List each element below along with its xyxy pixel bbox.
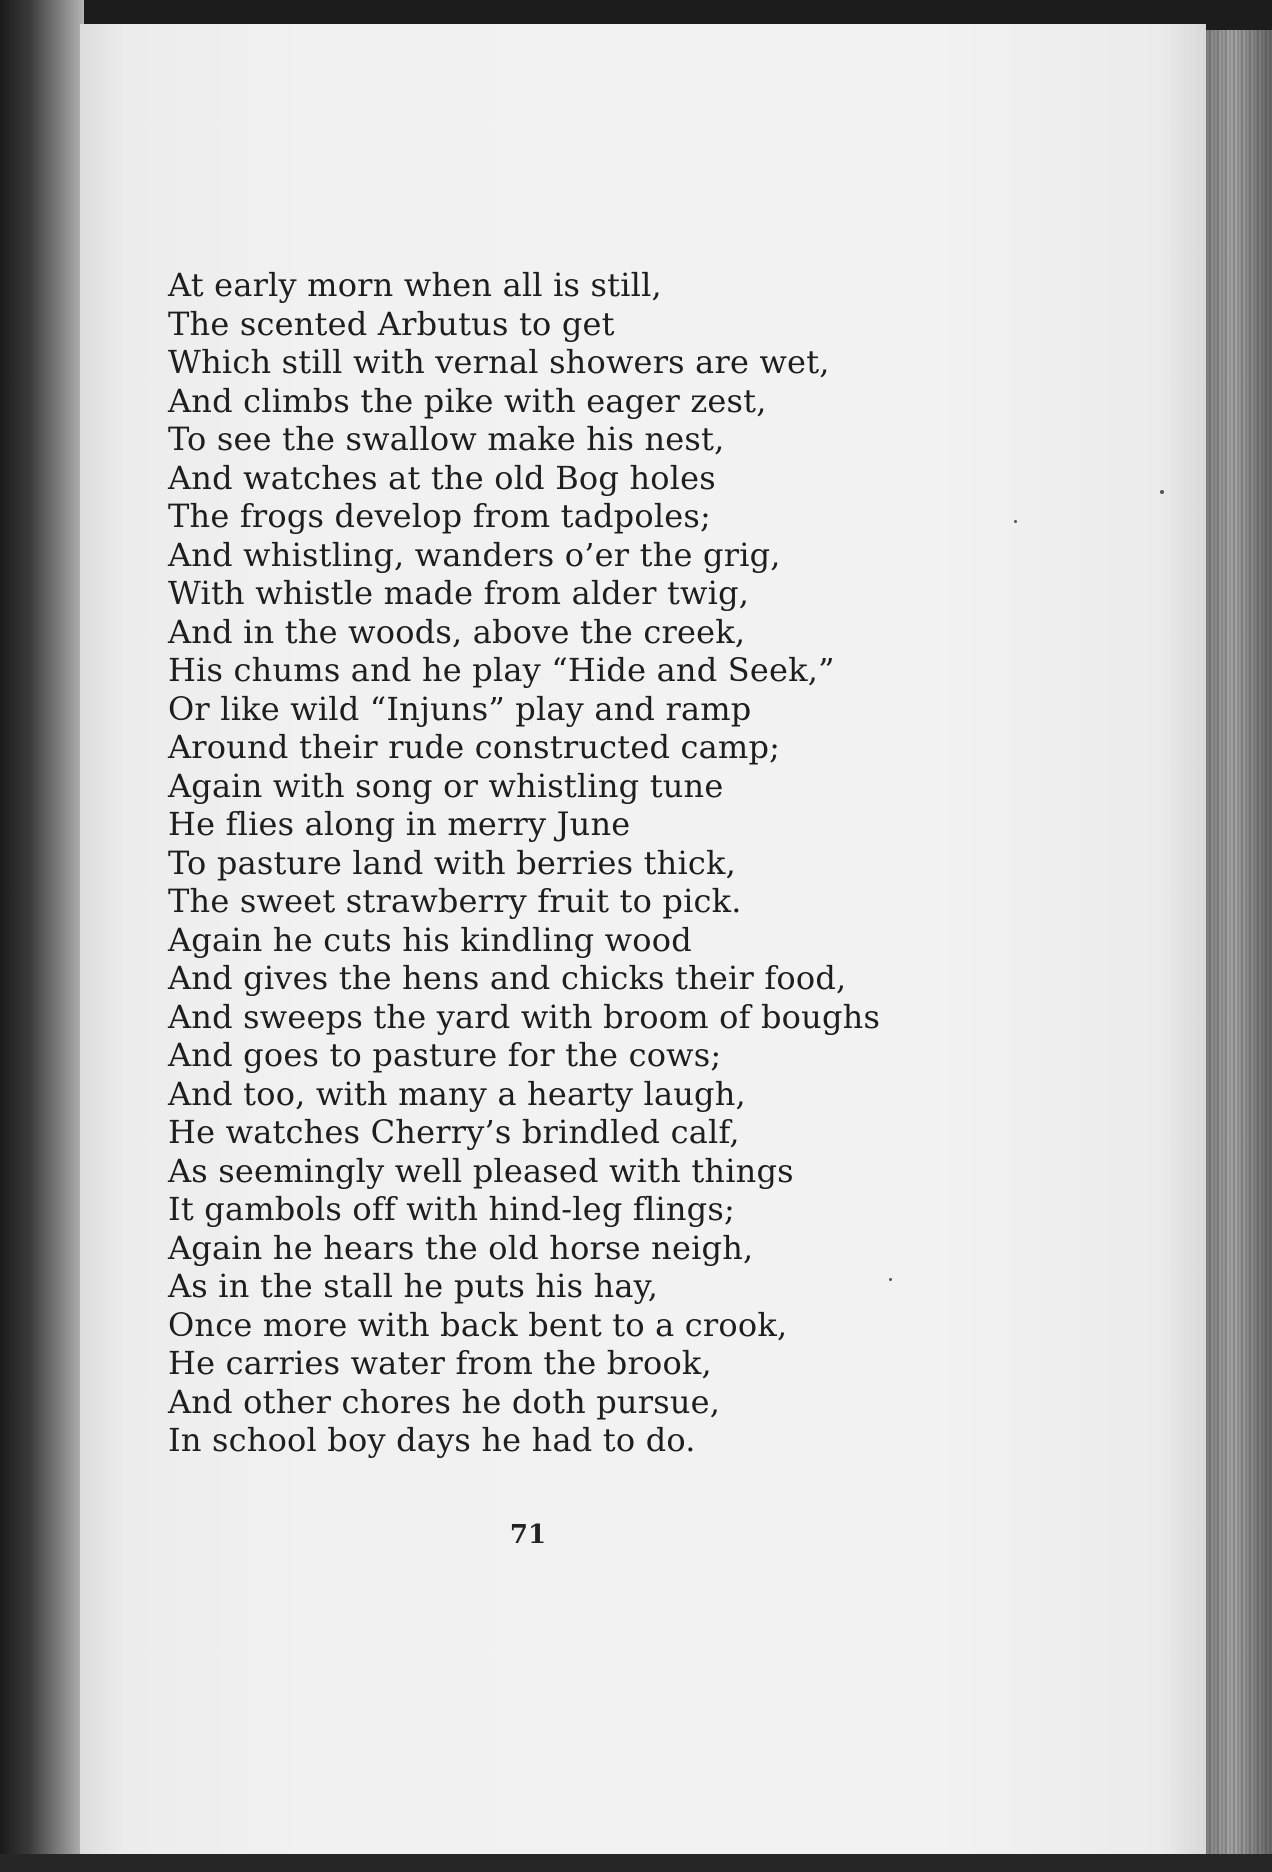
poem-line: Again with song or whistling tune [168,766,724,805]
poem-line: To pasture land with berries thick, [168,843,736,882]
poem-line: And gives the hens and chicks their food, [168,959,847,997]
poem-line: And other chores he doth pursue, [168,1382,721,1421]
poem-line: He watches Cherry’s brindled calf, [168,1113,740,1151]
poem-line: Once more with back bent to a crook, [168,1305,788,1344]
book-bottom-edge [0,1854,1272,1872]
poem-line: In school boy days he had to do. [168,1421,696,1459]
poem-line: The sweet strawberry fruit to pick. [168,882,742,920]
poem-line: His chums and he play “Hide and Seek,” [168,651,835,689]
poem-line: Which still with vernal showers are wet, [168,343,830,381]
poem-line: At early morn when all is still, [168,266,662,304]
ink-speck [1014,520,1017,523]
poem-line: And whistling, wanders o’er the grig, [168,535,781,574]
book-left-edge [0,0,84,1872]
poem-line: As seemingly well pleased with things [168,1151,794,1190]
poem-line: And watches at the old Bog holes [168,458,716,497]
poem-line: As in the stall he puts his hay, [168,1267,659,1305]
poem-line: And in the woods, above the creek, [168,612,746,651]
page-stack-shading [1206,30,1272,1872]
poem-line: He carries water from the brook, [168,1344,712,1382]
poem-line: And climbs the pike with eager zest, [168,381,767,420]
page-number: 71 [509,1520,547,1550]
poem-line: Again he cuts his kindling wood [168,920,692,959]
poem-text-block [168,266,928,1460]
poem-line: The frogs develop from tadpoles; [168,497,712,535]
poem-line: With whistle made from alder twig, [168,574,750,612]
poem-line: And too, with many a hearty laugh, [168,1074,746,1113]
poem-line: And goes to pasture for the cows; [168,1036,722,1074]
poem-line: Around their rude constructed camp; [168,728,781,766]
poem-line: He flies along in merry June [168,805,631,843]
poem-line: Or like wild “Injuns” play and ramp [168,689,752,728]
poem-line: The scented Arbutus to get [168,304,615,343]
poem-line: Again he hears the old horse neigh, [168,1228,754,1267]
poem-line: To see the swallow make his nest, [168,420,725,458]
poem-line: And sweeps the yard with broom of boughs [168,997,881,1036]
ink-speck [1160,490,1164,494]
poem-line: It gambols off with hind-leg flings; [168,1190,735,1228]
